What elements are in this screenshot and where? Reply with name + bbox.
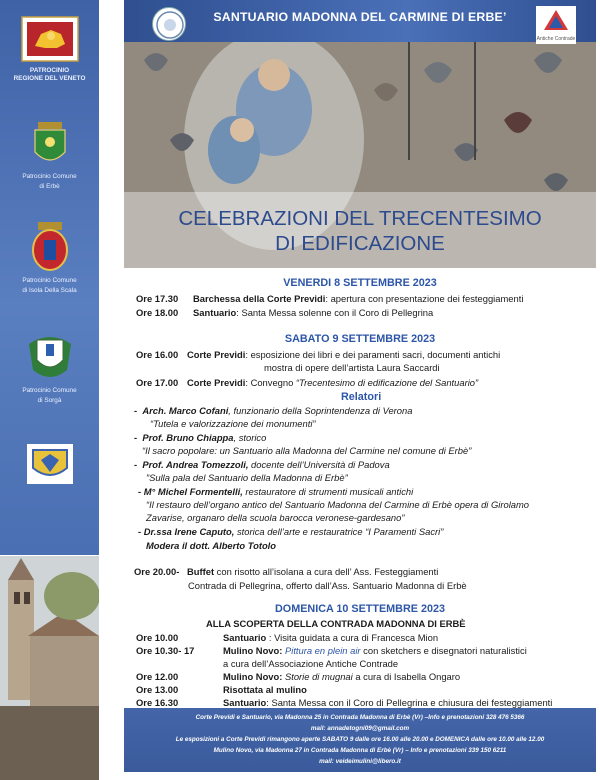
sponsor-caption-2a: Patrocinio Comune <box>22 173 77 180</box>
sponsor-caption-4a: Patrocinio Comune <box>22 387 77 394</box>
sunday-row-1-place: Santuario <box>223 632 267 643</box>
right-logo-caption: Antiche Contrade <box>536 36 576 42</box>
speaker-3-role: docente dell’Università di Padova <box>248 459 390 470</box>
friday-row-1-time: Ore 17.30 <box>136 293 179 304</box>
saturday-row-3-text: con risotto all’isolana a cura dell’ Ass. Festeggiamenti <box>214 566 439 577</box>
sponsor-comune-sorga <box>0 330 99 406</box>
speaker-4-talk-2: Zavarise, organaro della scuola barocca veronese-gardesano” <box>146 512 405 523</box>
sunday-subheading: ALLA SCOPERTA DELLA CONTRADA MADONNA DI ERBÈ <box>206 618 466 629</box>
sunday-row-2-place: Mulino Novo: <box>223 645 283 656</box>
speaker-3: - Prof. Andrea Tomezzoli, docente dell’Università di Padova <box>134 459 390 470</box>
sunday-row-1 <box>136 632 438 644</box>
church-bell-tower-photo <box>0 556 99 780</box>
speaker-3-name: Prof. Andrea Tomezzoli, <box>142 459 249 470</box>
seal-icon <box>153 8 187 42</box>
sponsor-caption-4b: di Sorgà <box>37 397 62 404</box>
friday-row-1-text: : apertura con presentazione dei festeggiamenti <box>325 293 524 304</box>
saturday-row-2-place: Corte Previdi <box>187 377 246 388</box>
sunday-row-5-place: Santuario <box>223 697 267 708</box>
saturday-row-1-text: : esposizione dei libri e dei paramenti sacri, documenti antichi <box>245 349 501 360</box>
sponsor-regione-veneto <box>0 16 99 84</box>
sunday-row-2-time: Ore 10.30- 17 <box>136 645 195 656</box>
friday-row-1 <box>136 293 523 305</box>
sunday-row-3 <box>136 671 460 683</box>
info-footer <box>124 708 596 772</box>
speaker-4-talk-1: “Il restauro dell’organo antico del Santuario Madonna del Carmine di Erbè opera di Girolamo <box>146 499 530 510</box>
sunday-row-1-text: : Visita guidata a cura di Francesca Mion <box>266 632 439 643</box>
friday-row-1-place: Barchessa della Corte Previdi <box>193 293 326 304</box>
footer-email-1[interactable]: mail: annadetogni09@gmail.com <box>310 725 410 732</box>
sunday-row-2-text: con sketchers e disegnatori naturalistici <box>360 645 527 656</box>
speaker-2-role: , storico <box>233 432 267 443</box>
event-title-line1: CELEBRAZIONI DEL TRECENTESIMO <box>178 207 542 230</box>
saturday-conference-title: “Trecentesimo di edificazione del Santuario” <box>295 377 479 388</box>
association-shield-logo-icon <box>27 444 73 484</box>
saturday-row-3-place: Buffet <box>187 566 215 577</box>
friday-row-2 <box>136 307 433 319</box>
sponsor-caption-2b: di Erbè <box>39 183 60 190</box>
sanctuary-title: SANTUARIO MADONNA DEL CARMINE DI ERBE’ <box>213 10 507 24</box>
sponsor-caption-3a: Patrocinio Comune <box>22 277 77 284</box>
veneto-lion-crest-icon <box>21 16 79 62</box>
sponsor-caption-3b: di Isola Della Scala <box>22 287 77 294</box>
speaker-5-talk: “I Paramenti Sacri” <box>365 526 444 537</box>
sponsor-association-logo <box>0 444 99 484</box>
event-title-line2: DI EDIFICAZIONE <box>275 232 445 255</box>
friday-row-2-time: Ore 18.00 <box>136 307 179 318</box>
sunday-row-2-cont: a cura dell’Associazione Antiche Contrade <box>223 658 399 669</box>
sunday-row-5-time: Ore 16.30 <box>136 697 179 708</box>
speaker-1-talk: “Tutela e valorizzazione dei monumenti” <box>150 418 316 429</box>
friday-heading: VENERDI 8 SETTEMBRE 2023 <box>283 277 437 289</box>
speaker-4: - M° Michel Formentelli, restauratore di strumenti musicali antichi <box>138 486 414 497</box>
sponsor-caption-1b: REGIONE DEL VENETO <box>13 75 86 82</box>
sunday-row-3-text: a cura di Isabella Ongaro <box>352 671 461 682</box>
footer-line-4: Mulino Novo, via Madonna 27 in Contrada Madonna di Erbè (Vr) – Info e prenotazioni 339 150 6211 <box>213 747 507 754</box>
speaker-5-role: storica dell’arte e restauratrice <box>234 526 366 537</box>
moderator: Modera il dott. Alberto Totolo <box>146 540 277 551</box>
saturday-row-3-time: Ore 20.00- <box>134 566 180 577</box>
footer-email-2[interactable]: mail: veideimulini@libero.it <box>319 758 401 765</box>
speaker-4-name: M° Michel Formentelli, <box>143 486 243 497</box>
sunday-row-4 <box>136 684 307 696</box>
antiche-contrade-logo <box>536 6 576 44</box>
speaker-1: - Arch. Marco Cofani, funzionario della Soprintendenza di Verona <box>134 405 413 416</box>
saturday-row-3-cont: Contrada di Pellegrina, offerto dall’Ass. Santuario Madonna di Erbè <box>188 580 467 591</box>
sunday-row-3-highlight: Storie di mugnai <box>284 671 353 682</box>
santuario-seal-logo <box>152 7 186 41</box>
sunday-row-3-place: Mulino Novo: <box>223 671 283 682</box>
speakers-heading: Relatori <box>341 391 382 403</box>
saturday-row-2-text: : Convegno <box>245 377 296 388</box>
sunday-row-2-highlight: Pittura en plein air <box>284 645 361 656</box>
antiche-contrade-mark-icon <box>536 6 576 36</box>
footer-line-1: Corte Previdi e Santuario, via Madonna 25 in Contrada Madonna di Erbè (Vr) –Info e prenotazioni 328 476 5366 <box>195 714 525 721</box>
saturday-row-2-time: Ore 17.00 <box>136 377 179 388</box>
sunday-heading: DOMENICA 10 SETTEMBRE 2023 <box>275 603 445 615</box>
saturday-heading: SABATO 9 SETTEMBRE 2023 <box>284 333 436 345</box>
sponsor-comune-isola <box>0 222 99 296</box>
sponsor-caption-1a: PATROCINIO <box>29 67 70 74</box>
friday-row-2-place: Santuario <box>193 307 237 318</box>
saturday-row-2 <box>136 377 478 389</box>
speaker-2-talk: “Il sacro popolare: un Santuario alla Madonna del Carmine nel comune di Erbè” <box>142 445 472 456</box>
footer-line-3: Le esposizioni a Corte Previdi rimangono aperte SABATO 9 dalle ore 16.00 alle 20.00 e DOMENICA dalle ore 10.00 alle 12.00 <box>175 736 545 743</box>
sunday-row-4-place: Risottata al mulino <box>223 684 307 695</box>
speaker-2: - Prof. Bruno Chiappa, storico <box>134 432 267 443</box>
speaker-5: - Dr.ssa Irene Caputo, storica dell’arte e restauratrice “I Paramenti Sacri” <box>138 526 444 537</box>
speaker-3-talk: ”Sulla pala del Santuario della Madonna di Erbè” <box>146 472 348 483</box>
speaker-1-name: Arch. Marco Cofani <box>142 405 229 416</box>
header-image <box>124 0 596 268</box>
friday-row-2-text: : Santa Messa solenne con il Coro di Pellegrina <box>236 307 434 318</box>
sunday-row-2 <box>136 645 527 657</box>
speaker-1-role: , funzionario della Soprintendenza di Verona <box>228 405 413 416</box>
erbe-coat-of-arms-icon <box>32 122 68 168</box>
sponsor-sidebar <box>0 0 122 780</box>
saturday-row-1 <box>136 349 500 361</box>
sorga-coat-of-arms-icon <box>27 330 73 382</box>
speaker-5-name: Dr.ssa Irene Caputo, <box>143 526 235 537</box>
saturday-row-1-place: Corte Previdi <box>187 349 246 360</box>
sunday-row-5-text: : Santa Messa con il Coro di Pellegrina e chiusura dei festeggiamenti <box>266 697 553 708</box>
sunday-row-3-time: Ore 12.00 <box>136 671 179 682</box>
sunday-row-4-time: Ore 13.00 <box>136 684 179 695</box>
isola-della-scala-crest-icon <box>30 222 70 272</box>
speaker-2-name: Prof. Bruno Chiappa <box>142 432 234 443</box>
speaker-4-role: restauratore di strumenti musicali antichi <box>242 486 414 497</box>
saturday-row-1-cont: mostra di opere dell’artista Laura Saccardi <box>264 362 440 373</box>
bell-tower-illustration-icon <box>0 556 99 780</box>
saturday-row-3 <box>134 566 438 578</box>
sponsor-comune-erbe <box>0 122 99 192</box>
saturday-row-1-time: Ore 16.00 <box>136 349 179 360</box>
sunday-row-1-time: Ore 10.00 <box>136 632 179 643</box>
